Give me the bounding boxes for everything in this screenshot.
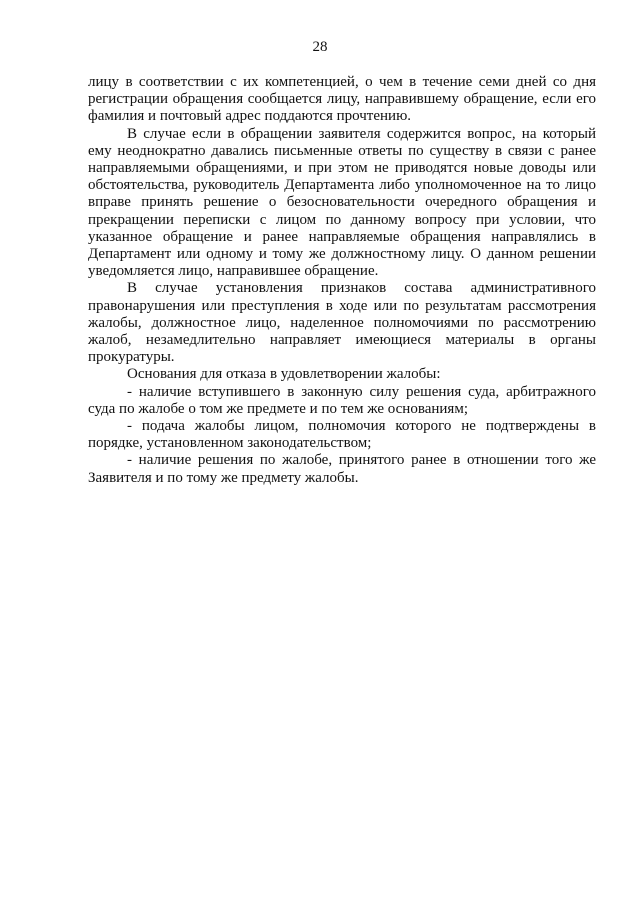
paragraph-repeated-appeal: В случае если в обращении заявителя содержится вопрос, на который ему неоднократно давались письменные ответы по существу в связи с ранее направляемыми обращениями, и при этом не приводятся новые доводы или обстоятельства, руководитель Департамента либо уполномоченное на то лицо вправе принять решение о безосновательности очередного обращения и прекращении переписки с лицом по данному вопросу при условии, что указанное обращение и ранее направляемые обращения направлялись в Департамент или одному и тому же должностному лицу. О данном решении уведомляется лицо, направившее обращение.: [88, 125, 596, 280]
list-item-court-decision: - наличие вступившего в законную силу решения суда, арбитражного суда по жалобе о том же предмете и по тем же основаниям;: [88, 383, 596, 417]
paragraph-refusal-grounds-heading: Основания для отказа в удовлетворении жалобы:: [127, 366, 441, 383]
paragraph-continuation: лицу в соответствии с их компетенцией, о чем в течение семи дней со дня регистрации обращения сообщается лицу, направившему обращение, если его фамилия и почтовый адрес поддаются прочтению.: [88, 74, 596, 125]
paragraph-offense-detection: В случае установления признаков состава административного правонарушения или преступления в ходе или по результатам рассмотрения жалобы, должностное лицо, наделенное полномочиями по рассмотрению жалоб, незамедлительно направляет имеющиеся материалы в органы прокуратуры.: [88, 280, 596, 366]
list-item-unconfirmed-authority: - подача жалобы лицом, полномочия которого не подтверждены в порядке, установленном законодательством;: [88, 418, 596, 452]
list-item-prior-decision: - наличие решения по жалобе, принятого ранее в отношении того же Заявителя и по тому же предмету жалобы.: [88, 452, 596, 486]
page-number: 28: [312, 39, 328, 55]
document-body: [88, 74, 596, 487]
